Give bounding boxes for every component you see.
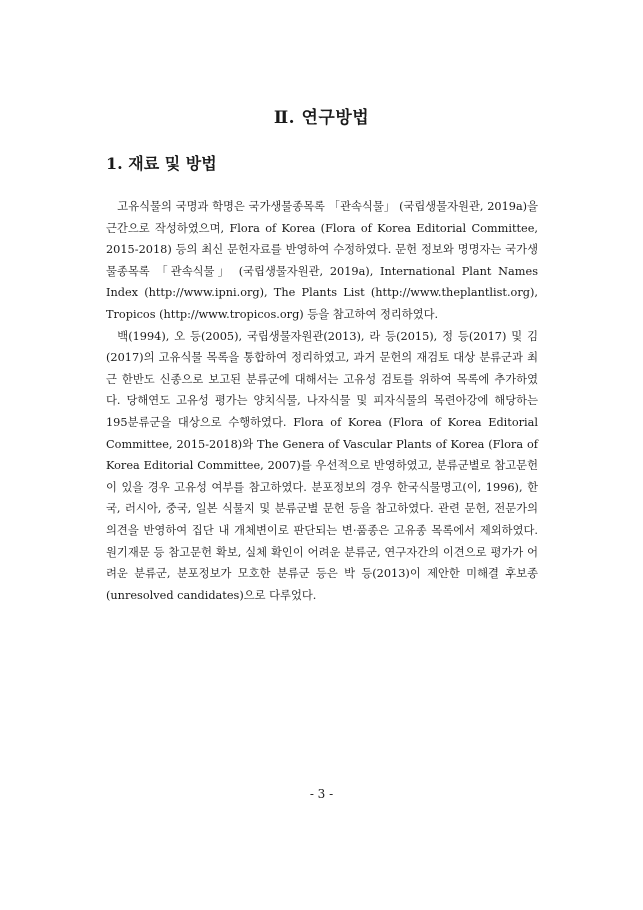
paragraph: 백(1994), 오 등(2005), 국립생물자원관(2013), 라 등(2015), 정 등(2017) 및 김(2017)의 고유식물 목록을 통합하여 정리하였고, 과거 문헌의 재검토 대상 분류군과 최근 한반도 신종으로 보고된 분류군에 대해서는 고유성 검토를 위하여 목록에 추가하였다. 당해연도 고유성 평가는 양치식물, 나자식물 및 피자식물의 목련아강에 해당하는 195분류군을 대상으로 수행하였다. Flora of Korea (Flora of Korea Editorial Committee, 2015-2018)와 The Genera of Vascular Plants of Korea (Flora of Korea Editorial Committee, 2007)를 우선적으로 반영하였고, 분류군별로 참고문헌이 있을 경우 고유성 여부를 참고하였다. 분포정보의 경우 한국식물명고(이, 1996), 한국, 러시아, 중국, 일본 식물지 및 분류군별 문헌 등을 참고하였다. 관련 문헌, 전문가의 의견을 반영하여 집단 내 개체변이로 판단되는 변·품종은 고유종 목록에서 제외하였다. 원기재문 등 참고문헌 확보, 실체 확인이 어려운 분류군, 연구자간의 이견으로 평가가 어려운 분류군, 분포정보가 모호한 분류군 등은 박 등(2013)이 제안한 미해결 후보종(unresolved candidates)으로 다루었다. — [106, 329, 538, 602]
chapter-title: Ⅱ. 연구방법 — [273, 108, 370, 128]
section-title: 1. 재료 및 방법 — [106, 154, 217, 173]
paragraph: 고유식물의 국명과 학명은 국가생물종목록 「관속식물」 (국립생물자원관, 2019a)을 근간으로 작성하였으며, Flora of Korea (Flora of Korea Editorial Committee, 2015-2018) 등의 최신 문헌자료를 반영하여 수정하였다. 문헌 정보와 명명자는 국가생물종목록 「관속식물」 (국립생물자원관, 2019a), International Plant Names Index (http://www.ipni.org), The Plants List (http://www.theplantlist.org), Tropicos (http://www.tropicos.org) 등을 참고하여 정리하였다. — [106, 200, 538, 321]
page-number: - 3 - — [309, 787, 334, 801]
body-text — [106, 196, 538, 606]
